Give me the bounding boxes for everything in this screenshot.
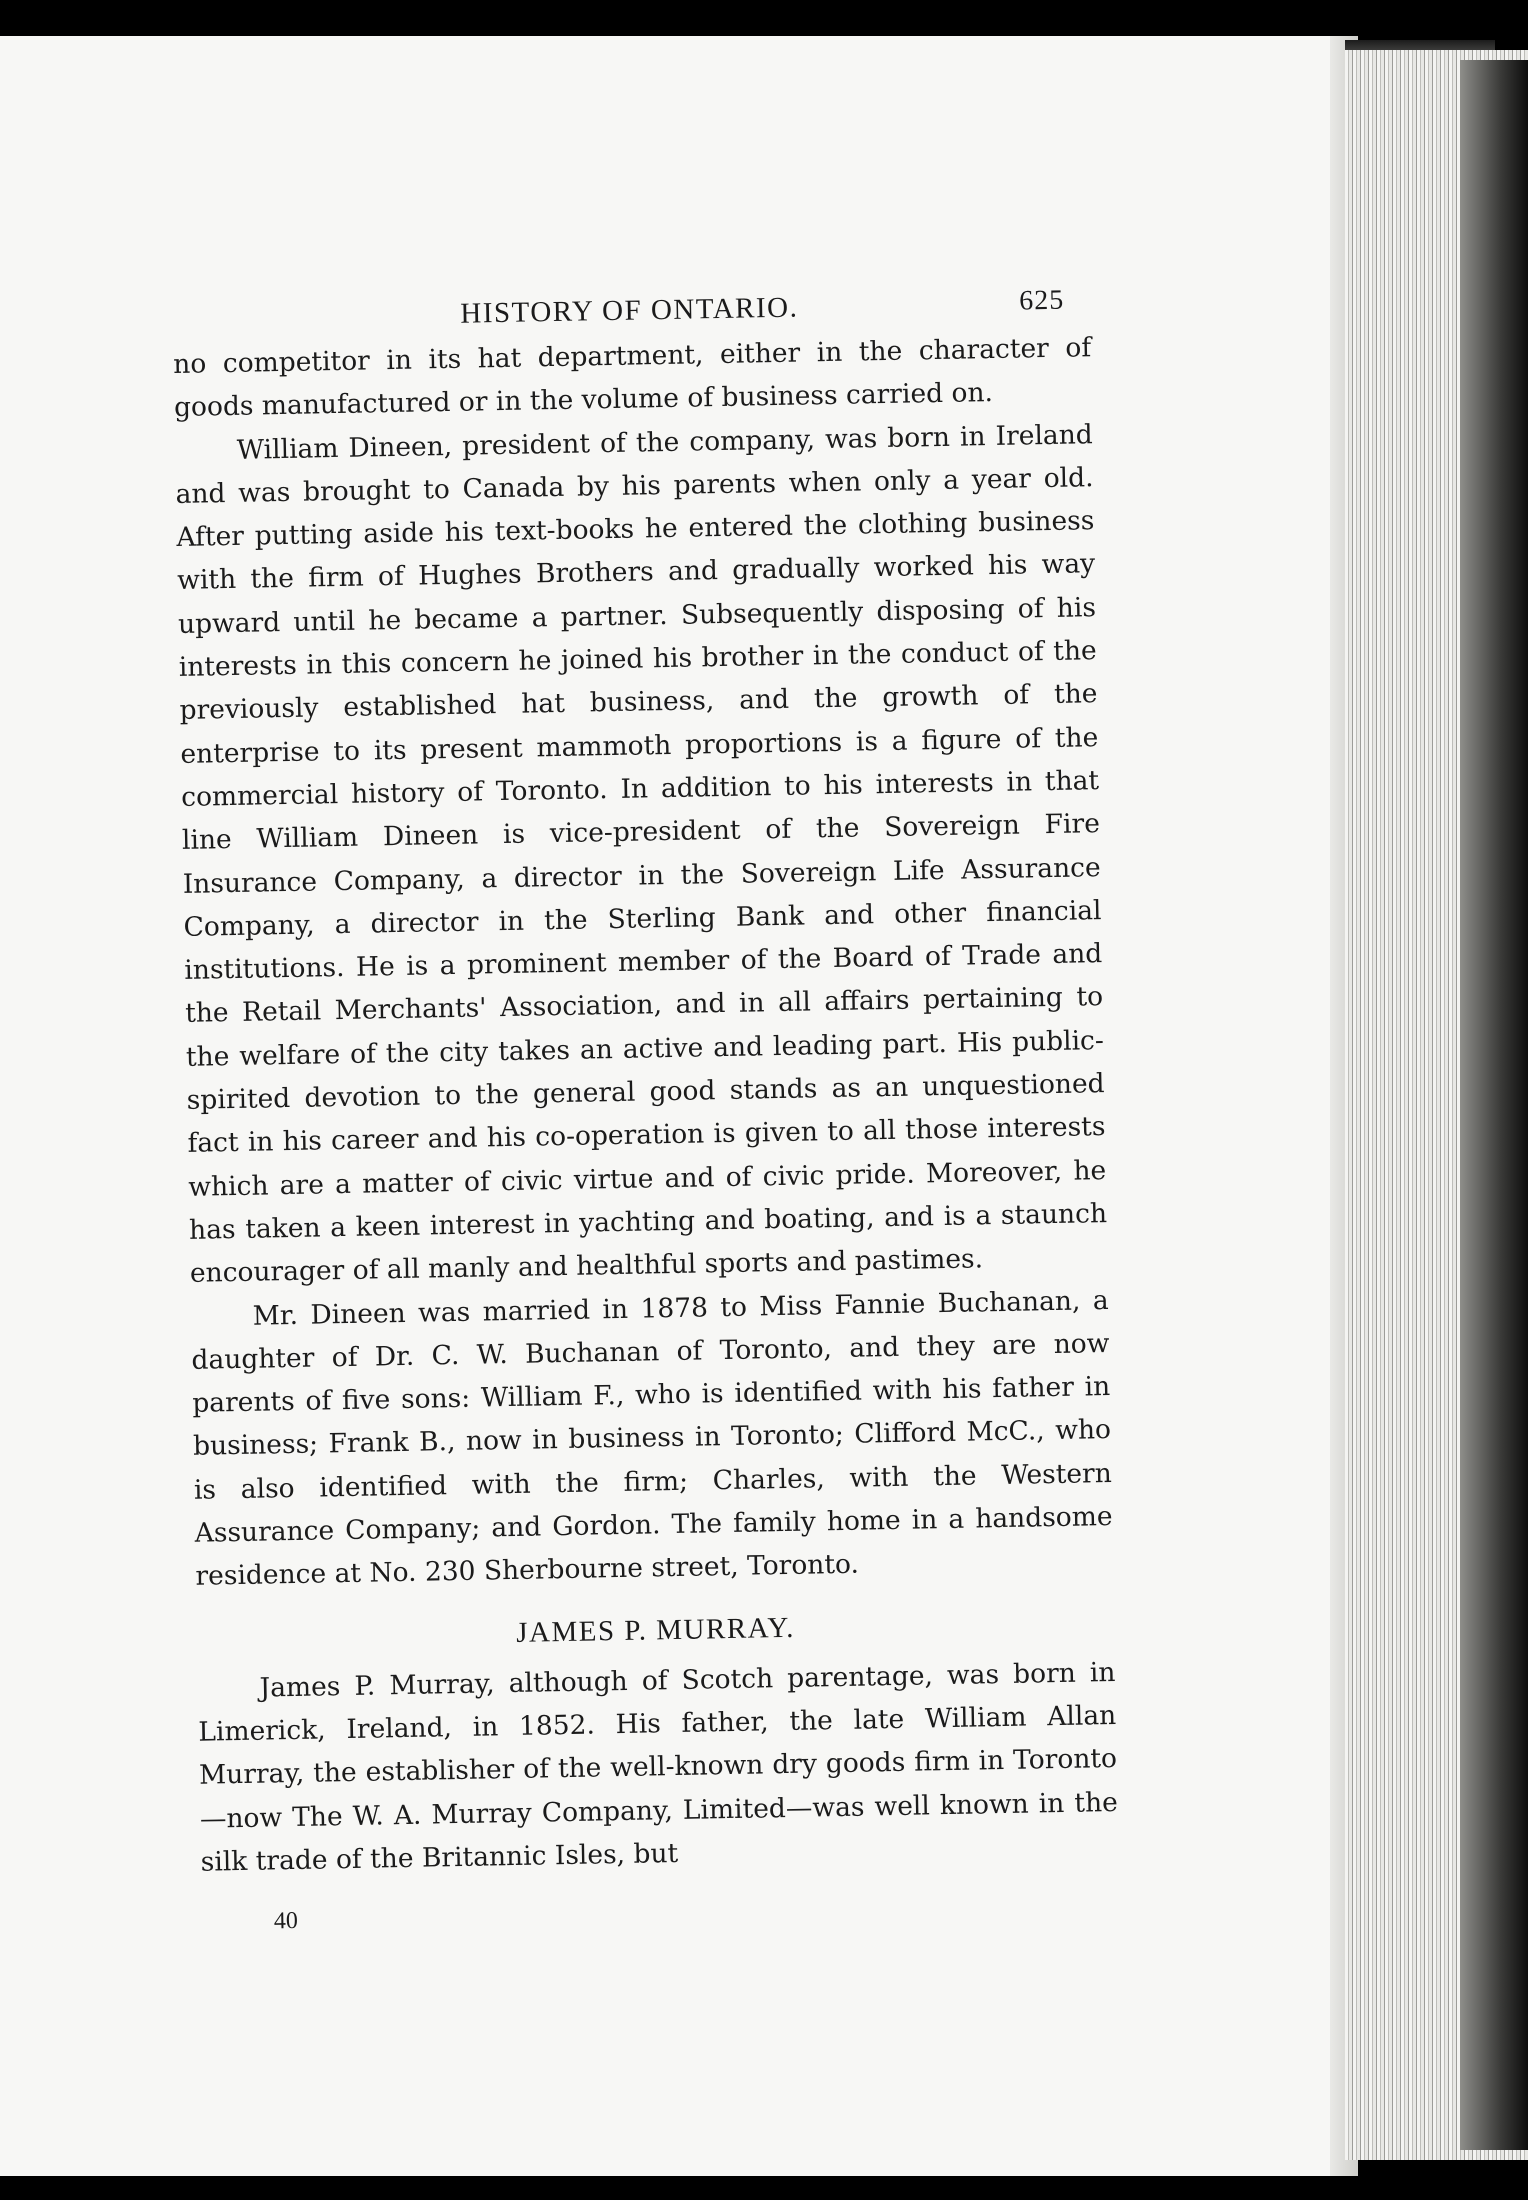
text-block	[172, 278, 1120, 1937]
signature-mark: 40	[273, 1908, 299, 1935]
paragraph-continuation: no competitor in its hat department, either in the character of goods manufactured or in the volume of business carried on.	[172, 332, 1092, 424]
running-title: HISTORY OF ONTARIO.	[460, 291, 799, 330]
paragraph-murray-biography: James P. Murray, although of Scotch parentage, was born in Limerick, Ireland, in 1852. His father, the late William Allan Murray, the establisher of the well-known dry goods firm in Toronto—now The W. A. Murray Company, Limited—was well known in the silk trade of the Britannic Isles, but	[198, 1656, 1119, 1878]
page-number: 625	[1018, 284, 1065, 317]
paragraph-dineen-biography: William Dineen, president of the company, was born in Ireland and was brought to Canada by his parents when only a year old. After putting aside his text-books he entered the clothing business with the firm of Hughes Brothers and gradually worked his way upward until he became a partner. Subsequently disposing of his interests in this concern he joined his brother in the conduct of the previously established hat business, and the growth of the enterprise to its present mammoth proportions is a figure of the commercial history of Toronto. In addition to his interests in that line William Dineen is vice-president of the Sovereign Fire Insurance Company, a director in the Sovereign Life Assurance Company, a director in the Sterling Bank and other financial institutions. He is a prominent member of the Board of Trade and the Retail Merchants' Association, and in all affairs pertaining to the welfare of the city takes an active and leading part. His public-spirited devotion to the general good stands as an unquestioned fact in his career and his co-operation is given to all those interests which are a matter of civic virtue and of civic pride. Moreover, he has taken a keen interest in yachting and boating, and is a staunch encourager of all manly and healthful sports and pastimes.	[175, 418, 1108, 1290]
book-cover-edge	[1460, 60, 1528, 2150]
section-heading: JAMES P. MURRAY.	[515, 1611, 796, 1649]
paragraph-dineen-family: Mr. Dineen was married in 1878 to Miss Fannie Buchanan, a daughter of Dr. C. W. Buchanan of Toronto, and they are now parents of five sons: William F., who is identified with his father in business; Frank B., now in business in Toronto; Clifford McC., who is also identified with the firm; Charles, with the Western Assurance Company; and Gordon. The family home in a handsome residence at No. 230 Sherbourne street, Toronto.	[191, 1284, 1113, 1593]
